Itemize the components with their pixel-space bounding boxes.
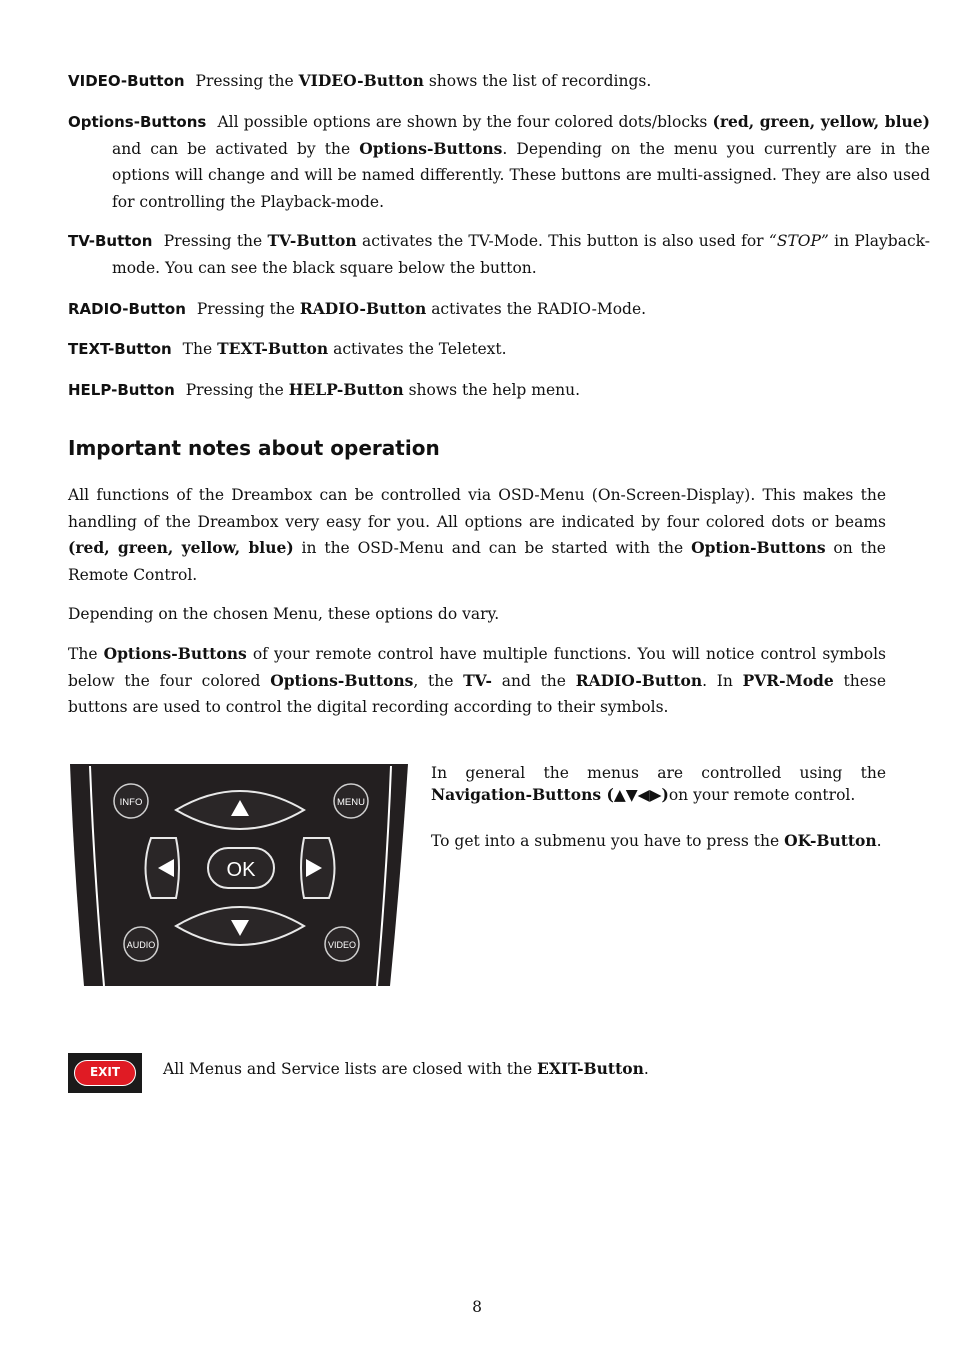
item-term: RADIO-Button: [68, 300, 186, 318]
ok-text: To get into a submenu you have to press the OK-Button.: [431, 831, 882, 850]
navigation-text: In general the menus are controlled using the Navigation-Buttons (▲▼◀▶)on your remote control.: [431, 764, 886, 804]
page-number: 8: [472, 1298, 482, 1316]
svg-text:VIDEO: VIDEO: [327, 940, 357, 950]
paragraph-osd: All functions of the Dreambox can be controlled via OSD-Menu (On-Screen-Display). This makes the handling of the Dreambox very easy for you. All options are indicated by four colored dots or beams (red, green, yellow, blue) in the OSD-Menu and can be started with the Option-Buttons on the Remote Control.: [68, 486, 886, 584]
item-term: VIDEO-Button: [68, 72, 185, 90]
video-button-item: VIDEO-Button Pressing the VIDEO-Button shows the list of recordings.: [68, 71, 652, 90]
radio-button-item: RADIO-Button Pressing the RADIO-Button activates the RADIO-Mode.: [68, 299, 647, 318]
exit-text: All Menus and Service lists are closed with the EXIT-Button.: [163, 1059, 649, 1078]
exit-button-image: [68, 1053, 142, 1093]
ok-button: [208, 848, 274, 888]
item-term: Options-Buttons: [68, 113, 207, 131]
options-buttons-item: Options-Buttons All possible options are shown by the four colored dots/blocks (red, green, yellow, blue) and can be activated by the Options-Buttons. Depending on the menu you currently are in the options will change and will be named differently. These buttons are multi-assigned. They are also used for controlling the Playback-mode.: [68, 112, 930, 211]
remote-control-image: [68, 762, 413, 988]
svg-text:INFO: INFO: [119, 797, 143, 808]
section-heading: Important notes about operation: [68, 436, 440, 460]
video-button: [325, 927, 359, 961]
item-term: TV-Button: [68, 232, 153, 250]
menu-button: [334, 784, 368, 818]
info-button: [114, 784, 148, 818]
text-button-item: TEXT-Button The TEXT-Button activates the Teletext.: [68, 339, 507, 358]
tv-button-item: TV-Button Pressing the TV-Button activates the TV-Mode. This button is also used for “STOP” in Playback-mode. You can see the black square below the button.: [68, 231, 930, 277]
paragraph-options-vary: Depending on the chosen Menu, these options do vary.: [68, 605, 500, 623]
nav-left-button: [146, 838, 180, 898]
exit-label: EXIT: [74, 1060, 136, 1086]
svg-text:MENU: MENU: [337, 797, 365, 808]
nav-right-button: [301, 838, 335, 898]
help-button-item: HELP-Button Pressing the HELP-Button shows the help menu.: [68, 380, 581, 399]
paragraph-options-buttons: The Options-Buttons of your remote control have multiple functions. You will notice control symbols below the four colored Options-Buttons, the TV- and the RADIO-Button. In PVR-Mode these buttons are used to control the digital recording according to their symbols.: [68, 644, 887, 716]
remote-control-svg: [68, 762, 413, 988]
audio-button: [124, 927, 158, 961]
item-term: TEXT-Button: [68, 340, 172, 358]
svg-text:OK: OK: [226, 859, 256, 881]
svg-text:AUDIO: AUDIO: [126, 940, 156, 950]
item-term: HELP-Button: [68, 381, 175, 399]
